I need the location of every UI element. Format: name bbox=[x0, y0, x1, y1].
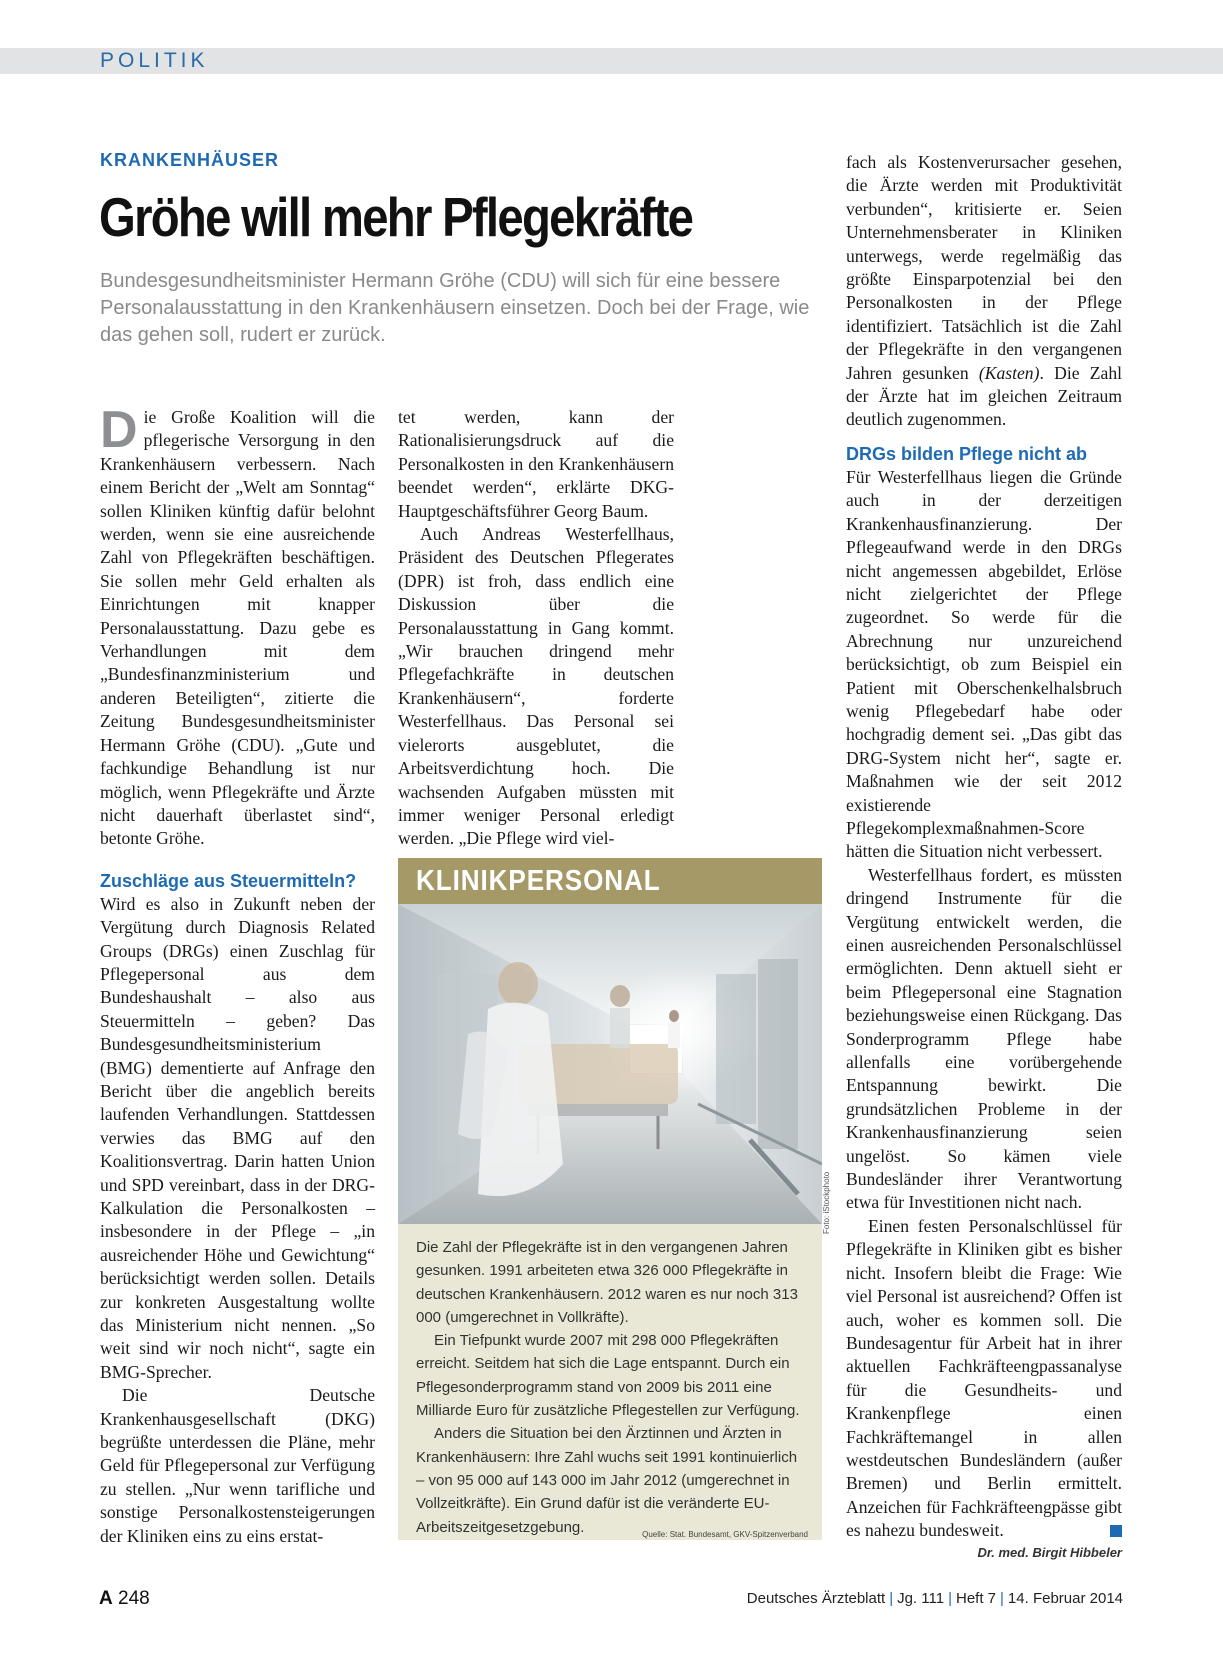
issue-date: 14. Februar 2014 bbox=[1007, 1590, 1123, 1607]
author-byline: Dr. med. Birgit Hibbeler bbox=[977, 1544, 1122, 1560]
paragraph: Die Deutsche Krankenhausgesellschaft (DKG) begrüßte unterdessen die Pläne, mehr Geld für Pflegepersonal zur Verfügung zu stellen. „Nur wenn tarifliche und sonstige Personalkostensteigerungen der Kliniken eins zu eins erstat- bbox=[100, 1385, 375, 1546]
end-mark-icon bbox=[1110, 1525, 1122, 1537]
text-column-2 bbox=[398, 406, 674, 851]
paragraph bbox=[100, 401, 375, 851]
paragraph: tet werden, kann der Rationalisierungsdruck auf die Personalkosten in den Krankenhäusern beendet werden“, erklärte DKG-Hauptgeschäftsführer Georg Baum. bbox=[398, 407, 674, 521]
article-kicker: KRANKENHÄUSER bbox=[100, 150, 280, 170]
separator: | bbox=[948, 1590, 952, 1607]
box-reference: (Kasten) bbox=[978, 362, 1040, 383]
drop-cap: D bbox=[100, 401, 138, 459]
page-number: A 248 bbox=[99, 1588, 150, 1609]
volume: Jg. 111 bbox=[897, 1590, 945, 1607]
hospital-corridor-photo bbox=[398, 904, 822, 1224]
paragraph: Westerfellhaus fordert, es müssten dringend Instrumente für die Vergütung entwickelt werden, die einen ausreichenden Personalschlüssel ermöglichten. Denn aktuell sieht er beim Pflegepersonal eine Stagnation beziehungsweise einen Rückgang. Das Sonderprogramm Pflege habe allenfalls eine vorübergehende Entspannung bewirkt. Die grundsätzlichen Probleme in der Krankenhausfinanzierung seien ungelöst. So kämen viele Bundesländer ihrer Verantwortung etwa für Investitionen nicht nach. bbox=[846, 864, 1122, 1213]
source-note: Quelle: Stat. Bundesamt, GKV-Spitzenverband bbox=[642, 1529, 808, 1539]
info-box-text bbox=[416, 1236, 808, 1546]
issue: Heft 7 bbox=[955, 1590, 997, 1607]
info-box-header bbox=[398, 858, 822, 904]
paragraph: Auch Andreas Westerfellhaus, Präsident des Deutschen Pflegerates (DPR) ist froh, dass endlich eine Diskussion über die Personalausstattung in Gang kommt. „Wir brauchen dringend mehr Pflegefachkräfte in deutschen Krankenhäusern“, forderte Westerfellhaus. Das Personal sei vielerorts ausgeblutet, die Arbeitsverdichtung hoch. Die wachsenden Aufgaben müssten mit immer weniger Personal erledigt werden. „Die Pflege wird viel- bbox=[398, 524, 674, 849]
article-lead: Bundesgesundheitsminister Hermann Gröhe (CDU) will sich für eine bessere Personalausstattung in den Krankenhäusern einsetzen. Doch bei der Frage, wie das gehen soll, rudert er zurück. bbox=[100, 270, 810, 346]
separator: | bbox=[889, 1590, 894, 1607]
separator: | bbox=[1000, 1590, 1004, 1607]
info-paragraph: Die Zahl der Pflegekräfte ist in den vergangenen Jahren gesunken. 1991 arbeiteten etwa 326 000 Pflegekräfte in deutschen Krankenhäusern. 2012 waren es nur noch 313 000 (umgerechnet in Vollkräfte). bbox=[416, 1239, 798, 1326]
paragraph: Für Westerfellhaus liegen die Gründe auch in der derzeitigen Krankenhausfinanzierung. Der Pflegeaufwand werde in den DRGs nicht angemessen abgebildet, Erlöse nicht zielgerichtet der Pflege zugeordnet. So werde für die Abrechnung nur unzureichend berücksichtigt, ob zum Beispiel ein Patient mit Oberschenkelhalsbruch wenig Pflegebedarf habe oder hochgradig dement sei. „Das gibt das DRG-System nicht her“, sagte er. Maßnahmen wie der seit 2012 existierende Pflegekomplexmaßnahmen-Score hätten die Situation nicht verbessert. bbox=[846, 466, 1122, 862]
paragraph-text: ie Große Koalition will die pflegerische Versorgung in den Krankenhäusern verbessern. Nach einem Bericht der „Welt am Sonntag“ sollen Kliniken künftig dafür belohnt werden, wenn sie eine ausreichende Zahl von Pflegekräften beschäftigen. Sie sollen mehr Geld erhalten als Einrichtungen mit knapper Personalausstattung. Dazu gebe es Verhandlungen mit dem „Bundesfinanzministerium und anderen Beteiligten“, zitierte die Zeitung Bundesgesundheitsminister Hermann Gröhe (CDU). „Gute und fachkundige Behandlung ist nur möglich, wenn Pflegekräfte und Ärzte nicht dauerhaft überlastet sind“, betonte Gröhe. bbox=[100, 407, 375, 849]
paragraph: Wird es also in Zukunft neben der Vergütung durch Diagnosis Related Groups (DRGs) einen Zuschlag für Pflegepersonal aus dem Bundeshaushalt – also aus Steuermitteln – geben? Das Bundesgesundheitsministerium (BMG) dementierte auf Anfrage den Bericht über die angeblich bereits laufenden Verhandlungen. Stattdessen verwies das BMG auf den Koalitionsvertrag. Darin hatten Union und SPD vereinbart, dass in der DRG-Kalkulation die Personalkosten – insbesondere in der Pflege – „in ausreichender Höhe und Gewichtung“ berücksichtigt werden sollen. Details zur konkreten Ausgestaltung wollte das Ministerium nicht nennen. „So weit sind wir noch nicht“, sagte ein BMG-Sprecher. bbox=[100, 893, 375, 1382]
section-label: POLITIK bbox=[100, 49, 209, 72]
subheading-steuermittel: Zuschläge aus Steuermitteln? bbox=[100, 870, 357, 891]
article-title: Gröhe will mehr Pflegekräfte bbox=[99, 186, 693, 248]
text-column-3 bbox=[846, 151, 1122, 1563]
info-paragraph: Ein Tiefpunkt wurde 2007 mit 298 000 Pflegekräften erreicht. Seitdem hat sich die Lage entspannt. Durch ein Pflegesonderprogramm stand von 2009 bis 2011 eine Milliarde Euro für zusätzliche Pflegestellen zur Verfügung. bbox=[416, 1332, 800, 1420]
hospital-corridor-image bbox=[398, 904, 822, 1224]
journal-name: Deutsches Ärzteblatt bbox=[746, 1590, 886, 1607]
text-column-1 bbox=[100, 401, 375, 1548]
info-paragraph: Anders die Situation bei den Ärztinnen und Ärzten in Krankenhäusern: Ihre Zahl wuchs seit 1991 kontinuierlich – von 95 000 auf 143 000 im Jahr 2012 (umgerechnet in Vollzeitkräfte). Ein Grund dafür ist die veränderte EU-Arbeitszeitgesetzgebung. Quelle: Stat. Bundesamt, GKV-Spitzenverband bbox=[416, 1422, 808, 1538]
paragraph: fach als Kostenverursacher gesehen, die Ärzte werden mit Produktivität verbunden“, kritisierte er. Seien Unternehmensberater in Kliniken unterwegs, werde regelmäßig das größte Einsparpotenzial bei den Personalkosten in der Pflege identifiziert. Tatsächlich ist die Zahl der Pflegekräfte in den vergangenen Jahren gesunken (Kasten). Die Zahl der Ärzte hat im gleichen Zeitraum deutlich zugenommen. bbox=[846, 152, 1123, 430]
info-box bbox=[398, 858, 822, 1540]
photo-credit: Foto: iStockphoto bbox=[822, 1171, 831, 1234]
publication-footer bbox=[747, 1590, 1123, 1607]
info-box-title: KLINIKPERSONAL bbox=[416, 865, 661, 897]
paragraph: Einen festen Personalschlüssel für Pflegekräfte in Kliniken gibt es bisher nicht. Insofern bleibt die Frage: Wie viel Personal ist ausreichend? Offen ist auch, woher es kommen soll. Die Bundesagentur für Arbeit hat in ihrer aktuellen Fachkräfteengpassanalyse für die Gesundheits- und Krankenpflege einen Fachkräftemangel in allen westdeutschen Bundesländern (außer Bremen) und Berlin ermittelt. Anzeichen für Fachkräfteengpässe gibt es nahezu bundesweit. bbox=[846, 1215, 1122, 1541]
subheading-drgs: DRGs bilden Pflege nicht ab bbox=[846, 443, 1088, 464]
